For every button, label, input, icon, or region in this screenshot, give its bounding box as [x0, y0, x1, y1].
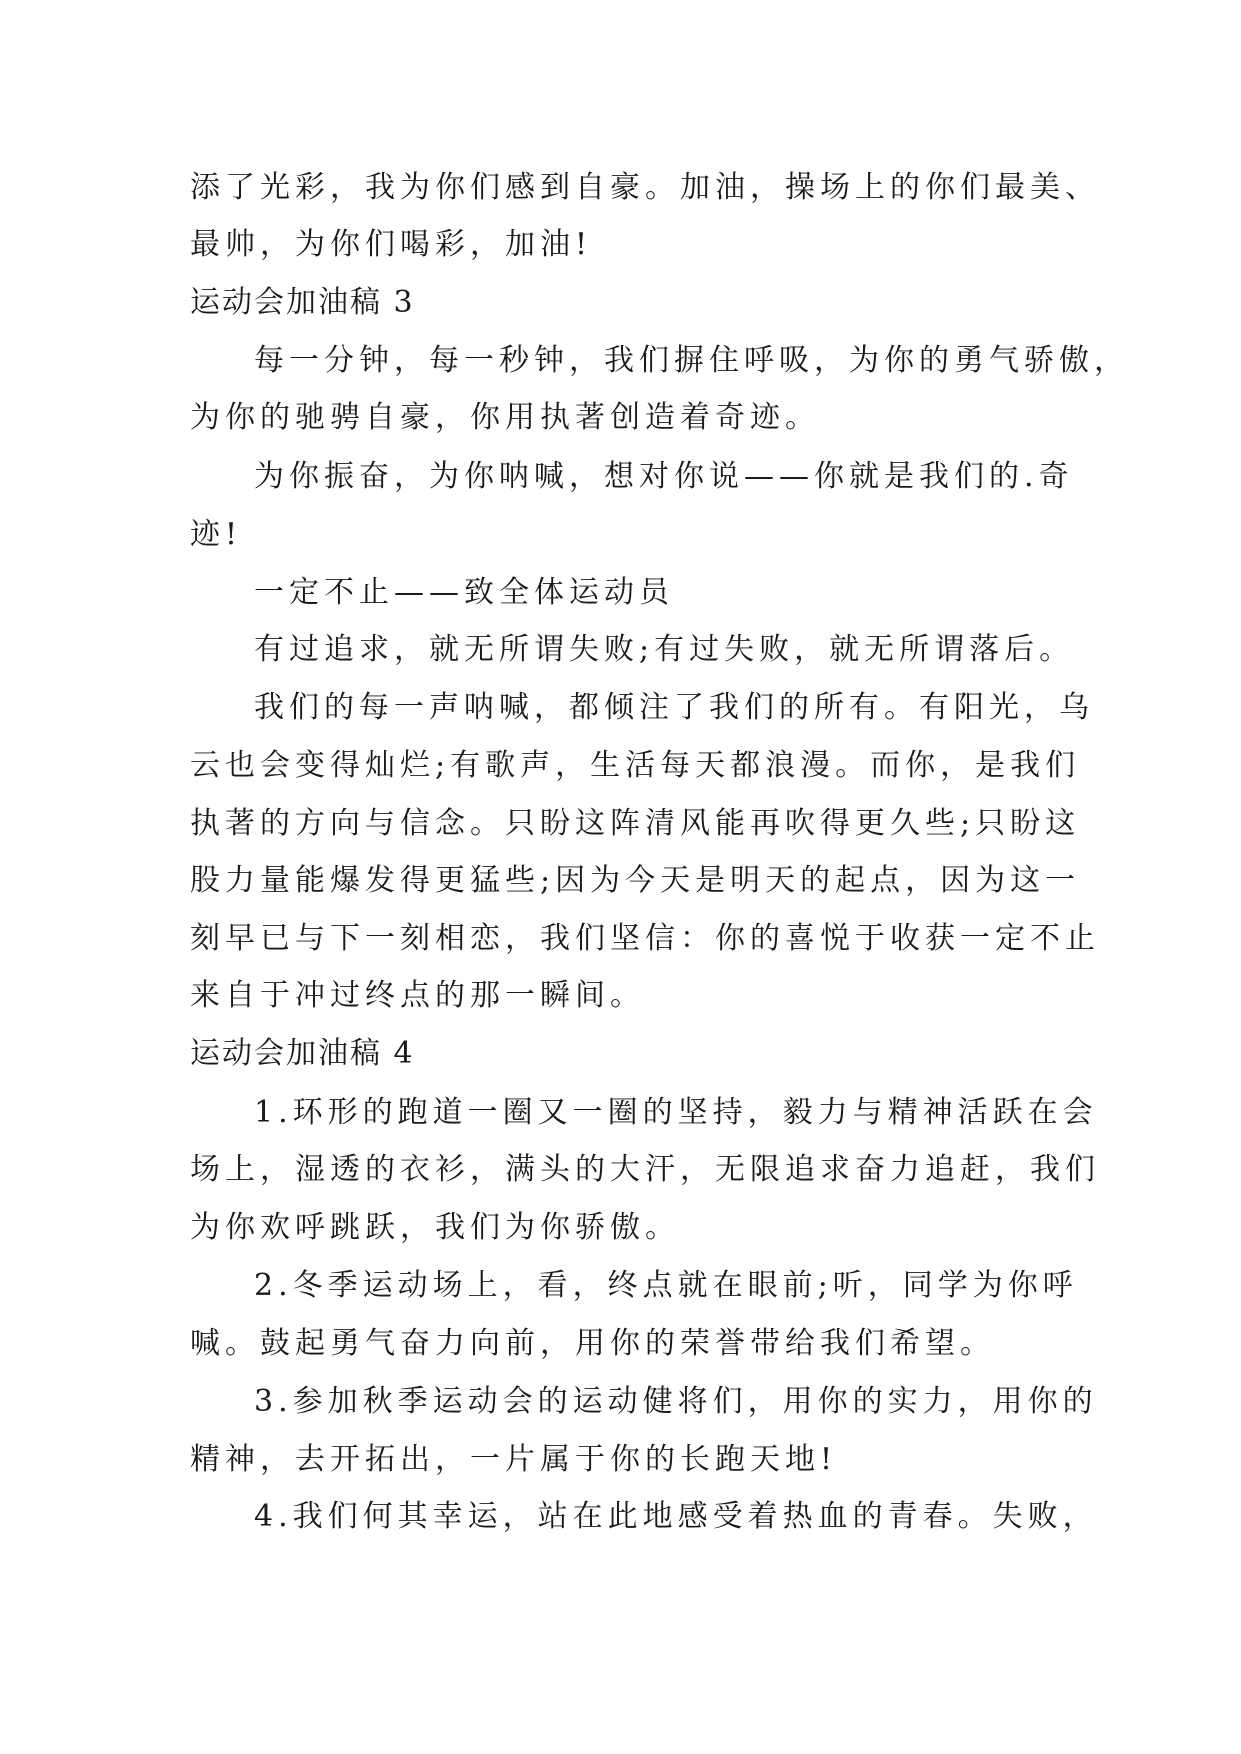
section-heading: 运动会加油稿 3	[190, 285, 415, 320]
text-line: 云也会变得灿烂;有歌声，生活每天都浪漫。而你，是我们	[190, 748, 1081, 783]
text-line: 来自于冲过终点的那一瞬间。	[190, 978, 645, 1013]
text-line: 2.冬季运动场上，看，终点就在眼前;听，同学为你呼	[254, 1268, 1078, 1303]
section-heading: 运动会加油稿 4	[190, 1036, 415, 1071]
text-line: 为你欢呼跳跃，我们为你骄傲。	[190, 1210, 680, 1245]
text-line: 场上，湿透的衣衫，满头的大汗，无限追求奋力追赶，我们	[190, 1152, 1100, 1187]
text-line: 迹!	[190, 517, 243, 552]
text-line: 为你的驰骋自豪，你用执著创造着奇迹。	[190, 400, 820, 435]
text-line: 执著的方向与信念。只盼这阵清风能再吹得更久些;只盼这	[190, 806, 1081, 841]
text-line: 喊。鼓起勇气奋力向前，用你的荣誉带给我们希望。	[190, 1326, 995, 1361]
text-line: 刻早已与下一刻相恋，我们坚信：你的喜悦于收获一定不止	[190, 921, 1100, 956]
subheading-line: 一定不止——致全体运动员	[254, 575, 674, 610]
text-line: 为你振奋，为你呐喊，想对你说——你就是我们的.奇	[254, 459, 1074, 494]
text-line: 精神，去开拓出，一片属于你的长跑天地!	[190, 1442, 838, 1477]
text-line: 3.参加秋季运动会的运动健将们，用你的实力，用你的	[254, 1384, 1098, 1419]
text-line: 每一分钟，每一秒钟，我们摒住呼吸，为你的勇气骄傲，	[254, 343, 1129, 378]
text-line: 最帅，为你们喝彩，加油!	[190, 227, 593, 262]
text-line: 有过追求，就无所谓失败;有过失败，就无所谓落后。	[254, 632, 1075, 667]
text-line: 4.我们何其幸运，站在此地感受着热血的青春。失败，	[254, 1499, 1098, 1534]
text-line: 股力量能爆发得更猛些;因为今天是明天的起点，因为这一	[190, 863, 1081, 898]
text-line: 1.环形的跑道一圈又一圈的坚持，毅力与精神活跃在会	[254, 1095, 1098, 1130]
text-line: 我们的每一声呐喊，都倾注了我们的所有。有阳光，乌	[254, 690, 1094, 725]
text-line: 添了光彩，我为你们感到自豪。加油，操场上的你们最美、	[190, 170, 1100, 205]
